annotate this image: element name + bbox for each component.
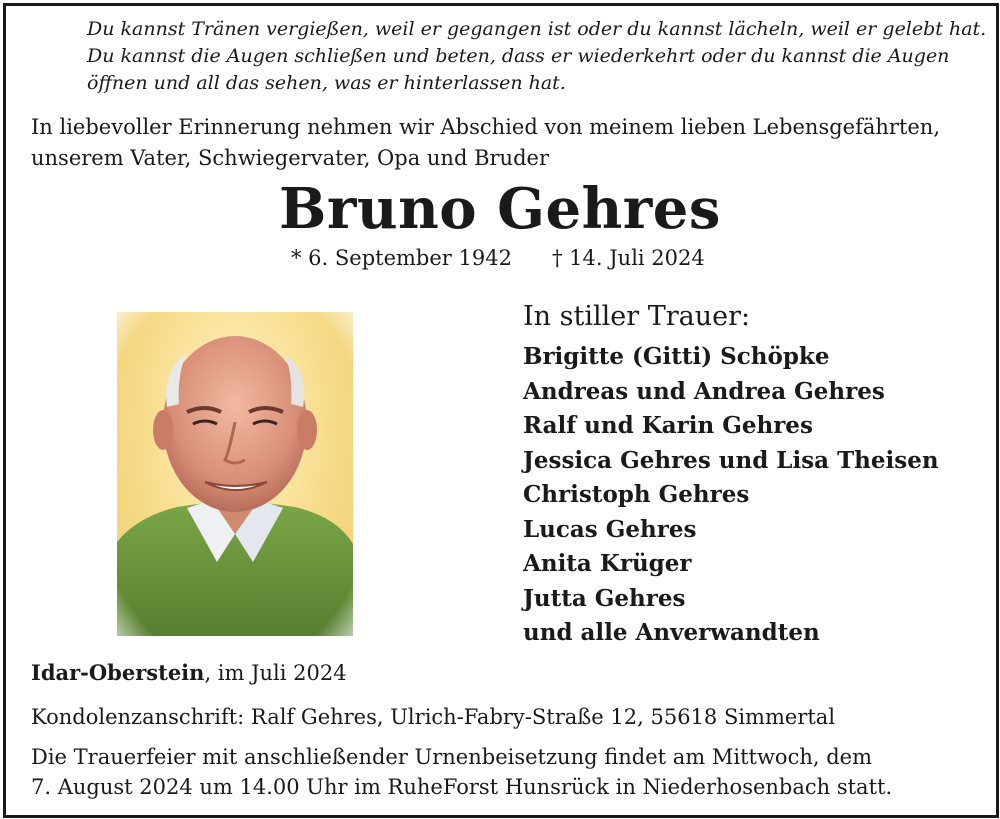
mourner-name: Brigitte (Gitti) Schöpke (523, 343, 830, 370)
mourner-name: Ralf und Karin Gehres (523, 412, 813, 439)
mourner-name: Christoph Gehres (523, 481, 750, 508)
place-name: Idar-Oberstein (31, 660, 205, 685)
ceremony-info (31, 742, 892, 802)
intro-line-2: unserem Vater, Schwiegervater, Opa und Bruder (31, 146, 549, 170)
mourner-name: und alle Anverwandten (523, 619, 820, 646)
notice-date: , im Juli 2024 (204, 661, 347, 685)
mourner-name: Anita Krüger (523, 550, 692, 577)
mourners-list (523, 340, 939, 651)
intro-line-1: In liebevoller Erinnerung nehmen wir Abschied von meinem lieben Lebensgefährten, (31, 115, 941, 139)
mourner-name: Jutta Gehres (523, 584, 686, 612)
intro-text (31, 112, 940, 174)
quote-line-3: öffnen und all das sehen, was er hinterlassen hat. (87, 72, 566, 94)
mourner-name: Lucas Gehres (523, 515, 697, 543)
portrait-photo (117, 312, 353, 636)
condolence-address: Kondolenzanschrift: Ralf Gehres, Ulrich-Fabry-Straße 12, 55618 Simmertal (31, 705, 836, 729)
ceremony-line-2: 7. August 2024 um 14.00 Uhr im RuheForst Hunsrück in Niederhosenbach statt. (31, 775, 893, 799)
ceremony-line-1: Die Trauerfeier mit anschließender Urnenbeisetzung findet am Mittwoch, dem (31, 745, 872, 769)
memorial-quote (87, 16, 986, 97)
mourners-heading: In stiller Trauer: (523, 301, 751, 332)
death-date: † 14. Juli 2024 (552, 246, 705, 270)
quote-line-2: Du kannst die Augen schließen und beten, dass er wiederkehrt oder du kannst die Augen (87, 45, 950, 67)
quote-line-1: Du kannst Tränen vergießen, weil er gegangen ist oder du kannst lächeln, weil er gelebt hat. (87, 18, 987, 40)
birth-date: * 6. September 1942 (291, 246, 512, 270)
deceased-name: Bruno Gehres (279, 176, 721, 242)
place-and-date (31, 660, 347, 685)
mourner-name: Andreas und Andrea Gehres (523, 377, 885, 405)
mourner-name: Jessica Gehres und Lisa Theisen (523, 446, 939, 474)
